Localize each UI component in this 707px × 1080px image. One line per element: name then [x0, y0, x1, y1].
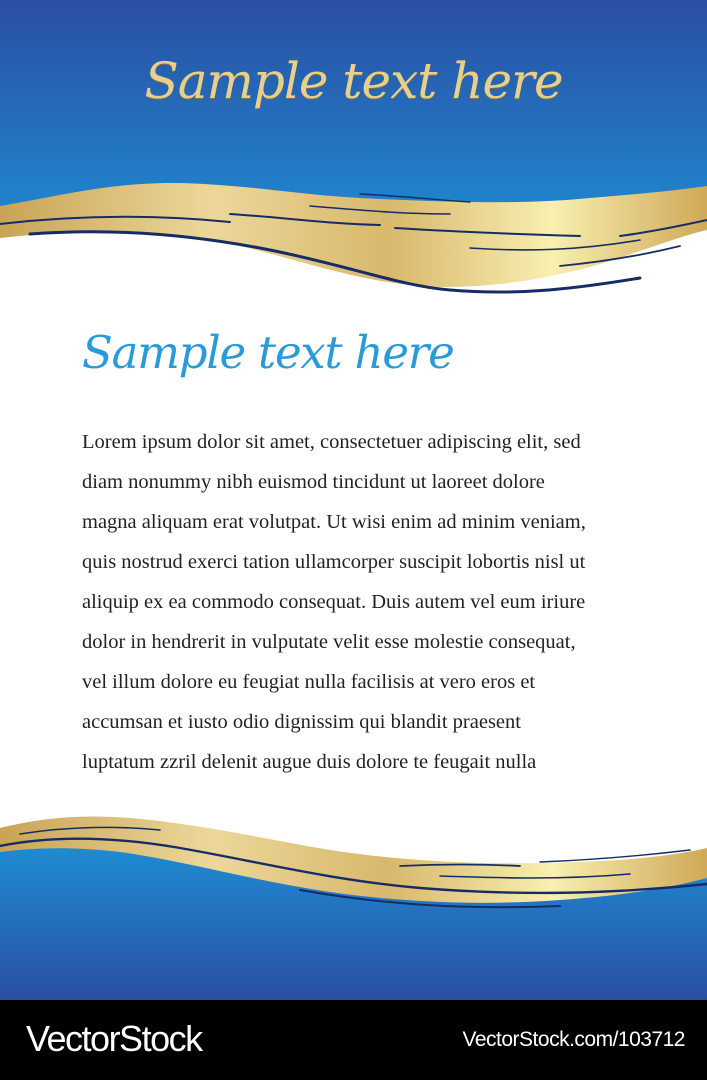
body-line: dolor in hendrerit in vulputate velit esse molestie consequat, — [82, 631, 576, 653]
body-paragraph — [82, 422, 682, 782]
image-id-label: VectorStock.com/103712 — [462, 1028, 685, 1051]
vectorstock-logo: VectorStock — [26, 1018, 202, 1059]
header-title: Sample text here — [144, 52, 563, 110]
body-line: quis nostrud exerci tation ullamcorper suscipit lobortis nisl ut — [82, 551, 586, 573]
body-line: accumsan et iusto odio dignissim qui blandit praesent — [82, 711, 521, 733]
watermark-footer-bar — [0, 1000, 707, 1080]
body-line: aliquip ex ea commodo consequat. Duis autem vel eum iriure — [82, 591, 586, 613]
body-line: magna aliquam erat volutpat. Ut wisi enim ad minim veniam, — [82, 511, 586, 533]
body-line: vel illum dolore eu feugiat nulla facilisis at vero eros et — [82, 671, 536, 693]
top-gold-brush-stroke — [0, 183, 707, 292]
body-line: luptatum zzril delenit augue duis dolore te feugait nulla — [82, 751, 537, 773]
body-line: diam nonummy nibh euismod tincidunt ut laoreet dolore — [82, 471, 545, 493]
section-title: Sample text here — [82, 326, 454, 379]
body-line: Lorem ipsum dolor sit amet, consectetuer adipiscing elit, sed — [82, 431, 581, 453]
